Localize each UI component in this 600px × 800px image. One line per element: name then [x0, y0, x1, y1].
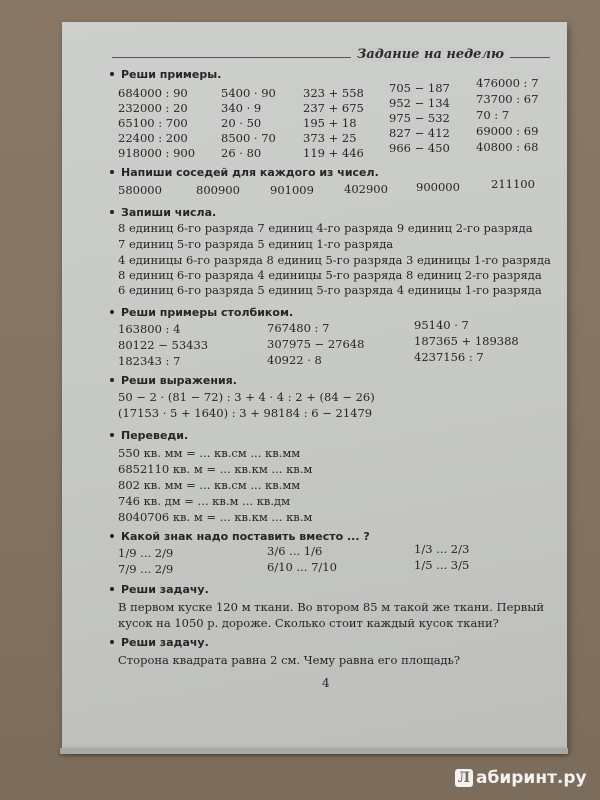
example: 40800 : 68	[476, 140, 539, 154]
example: 8500 · 70	[221, 131, 276, 145]
conversion-line: 6852110 кв. м = ... кв.км ... кв.м	[118, 462, 313, 476]
conversion-line: 550 кв. мм = ... кв.см ... кв.мм	[118, 446, 301, 460]
watermark-text: абиринт.ру	[476, 768, 587, 788]
comparison: 1/9 ... 2/9	[118, 546, 174, 560]
example: 26 · 80	[221, 146, 262, 160]
example: 340 · 9	[221, 101, 262, 115]
example: 69000 : 69	[476, 124, 539, 138]
example: 237 + 675	[303, 101, 364, 115]
task-line: 6 единиц 6-го разряда 5 единиц 5-го разряда 4 единицы 1-го разряда	[118, 283, 542, 297]
section-title-expressions: Реши выражения.	[110, 374, 237, 387]
task-line: 7 единиц 5-го разряда 5 единиц 1-го разряда	[118, 237, 394, 251]
example: 323 + 558	[303, 86, 364, 100]
page-number: 4	[322, 676, 330, 690]
example: 163800 : 4	[118, 322, 181, 336]
example: 4237156 : 7	[414, 350, 484, 364]
number: 402900	[344, 182, 388, 196]
page-header	[112, 49, 550, 67]
bullet-icon	[110, 210, 114, 214]
section-title-neighbors: Напиши соседей для каждого из чисел.	[110, 166, 379, 179]
number: 211100	[491, 177, 535, 191]
example: 476000 : 7	[476, 76, 539, 90]
bullet-icon	[110, 378, 114, 382]
bullet-icon	[110, 170, 114, 174]
example: 70 : 7	[476, 108, 510, 122]
example: 80122 − 53433	[118, 338, 209, 352]
comparison: 1/5 ... 3/5	[414, 558, 470, 572]
example: 22400 : 200	[118, 131, 188, 145]
section-title-examples: Реши примеры.	[110, 68, 221, 81]
example: 373 + 25	[303, 131, 357, 145]
example: 767480 : 7	[267, 321, 330, 335]
section-title-compare-sign: Какой знак надо поставить вместо ... ?	[110, 530, 370, 543]
example: 952 − 134	[389, 96, 450, 110]
bullet-icon	[110, 640, 114, 644]
task-text-line: В первом куске 120 м ткани. Во втором 85 м такой же ткани. Первый	[118, 600, 545, 614]
labirint-logo-icon: Л	[455, 769, 473, 787]
bullet-icon	[110, 72, 114, 76]
section-title-column-examples: Реши примеры столбиком.	[110, 306, 293, 319]
bullet-icon	[110, 534, 114, 538]
example: 966 − 450	[389, 141, 450, 155]
example: 307975 − 27648	[267, 337, 365, 351]
page-edge	[60, 748, 568, 754]
section-title-task-1: Реши задачу.	[110, 583, 209, 596]
example: 73700 : 67	[476, 92, 539, 106]
conversion-line: 802 кв. мм = ... кв.см ... кв.мм	[118, 478, 301, 492]
example: 182343 : 7	[118, 354, 181, 368]
section-title-task-2: Реши задачу.	[110, 636, 209, 649]
section-title-write-numbers: Запиши числа.	[110, 206, 216, 219]
header-title: Задание на неделю	[351, 47, 510, 62]
number: 580000	[118, 183, 162, 197]
section-title-convert: Переведи.	[110, 429, 188, 442]
example: 95140 · 7	[414, 318, 469, 332]
example: 20 · 50	[221, 116, 262, 130]
example: 40922 · 8	[267, 353, 322, 367]
example: 232000 : 20	[118, 101, 188, 115]
number: 901009	[270, 183, 314, 197]
comparison: 7/9 ... 2/9	[118, 562, 174, 576]
comparison: 3/6 ... 1/6	[267, 544, 323, 558]
task-text-line: Сторона квадрата равна 2 см. Чему равна его площадь?	[118, 653, 461, 667]
bullet-icon	[110, 433, 114, 437]
example: 684000 : 90	[118, 86, 188, 100]
example: 187365 + 189388	[414, 334, 519, 348]
bullet-icon	[110, 310, 114, 314]
number: 900000	[416, 180, 460, 194]
example: 195 + 18	[303, 116, 357, 130]
conversion-line: 746 кв. дм = ... кв.м ... кв.дм	[118, 494, 291, 508]
number: 800900	[196, 183, 240, 197]
conversion-line: 8040706 кв. м = ... кв.км ... кв.м	[118, 510, 313, 524]
example: 918000 : 900	[118, 146, 196, 160]
comparison: 6/10 ... 7/10	[267, 560, 337, 574]
expression-line: (17153 · 5 + 1640) : 3 + 98184 : 6 − 21479	[118, 406, 373, 420]
expression-line: 50 − 2 · (81 − 72) : 3 + 4 · 4 : 2 + (84 − 26)	[118, 390, 375, 404]
example: 975 − 532	[389, 111, 450, 125]
example: 119 + 446	[303, 146, 364, 160]
task-line: 8 единиц 6-го разряда 7 единиц 4-го разряда 9 единиц 2-го разряда	[118, 221, 533, 235]
task-line: 8 единиц 6-го разряда 4 единицы 5-го разряда 8 единиц 2-го разряда	[118, 268, 542, 282]
example: 5400 · 90	[221, 86, 276, 100]
example: 705 − 187	[389, 81, 450, 95]
comparison: 1/3 ... 2/3	[414, 542, 470, 556]
bullet-icon	[110, 587, 114, 591]
example: 827 − 412	[389, 126, 450, 140]
example: 65100 : 700	[118, 116, 188, 130]
task-line: 4 единицы 6-го разряда 8 единиц 5-го разряда 3 единицы 1-го разряда	[118, 253, 551, 267]
task-text-line: кусок на 1050 р. дороже. Сколько стоит каждый кусок ткани?	[118, 616, 499, 630]
